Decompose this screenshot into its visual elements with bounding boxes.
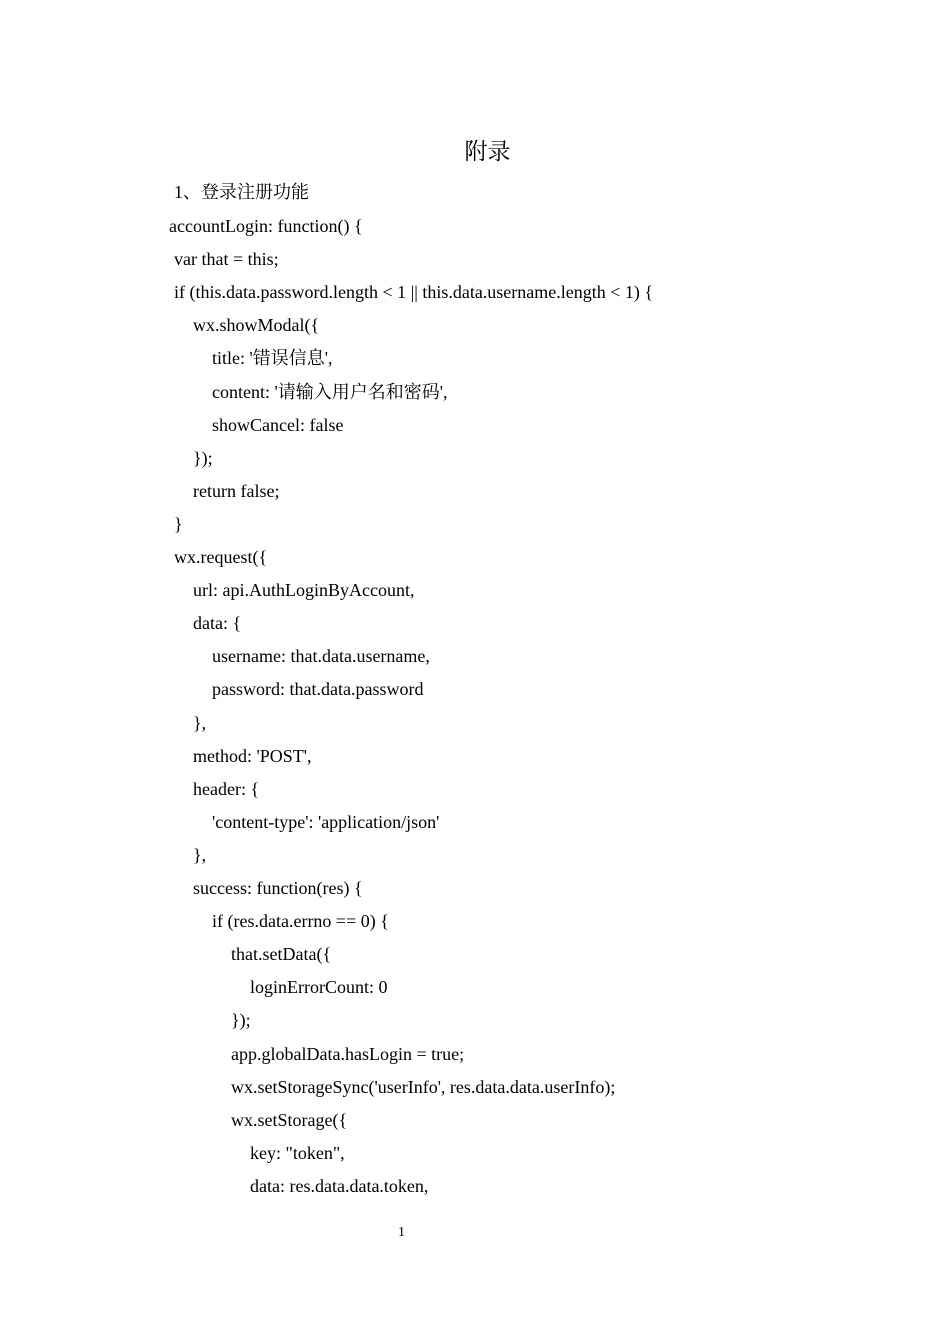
code-line: title: '错误信息', <box>212 348 333 369</box>
code-line: username: that.data.username, <box>212 646 430 667</box>
code-line: wx.showModal({ <box>193 315 320 336</box>
code-line: return false; <box>193 480 280 501</box>
code-line: wx.setStorage({ <box>231 1109 348 1130</box>
code-line: url: api.AuthLoginByAccount, <box>193 580 415 601</box>
code-line: method: 'POST', <box>193 745 312 766</box>
section-heading: 1、登录注册功能 <box>174 182 309 202</box>
code-line: }); <box>193 447 213 468</box>
code-line: password: that.data.password <box>212 679 424 700</box>
code-line: app.globalData.hasLogin = true; <box>231 1043 465 1064</box>
code-line: data: res.data.data.token, <box>250 1175 429 1196</box>
code-line: loginErrorCount: 0 <box>250 977 388 998</box>
code-line: var that = this; <box>174 249 279 270</box>
code-line: key: "token", <box>250 1142 345 1163</box>
code-line: showCancel: false <box>212 414 344 435</box>
page-title: 附录 <box>464 139 511 165</box>
code-line: wx.request({ <box>174 547 268 567</box>
code-line: }, <box>193 844 207 865</box>
code-line: success: function(res) { <box>193 878 363 898</box>
page-number: 1 <box>398 1225 405 1240</box>
code-line: if (this.data.password.length < 1 || this.data.username.length < 1) { <box>174 282 654 303</box>
code-line: if (res.data.errno == 0) { <box>212 911 389 932</box>
code-line: }, <box>193 712 207 733</box>
code-line: }); <box>231 1010 251 1031</box>
code-line: 'content-type': 'application/json' <box>212 811 440 832</box>
code-line: that.setData({ <box>231 944 332 965</box>
code-line: header: { <box>193 778 260 799</box>
code-line: accountLogin: function() { <box>169 216 363 236</box>
code-line: } <box>174 513 183 534</box>
code-line: content: '请输入用户名和密码', <box>212 381 448 402</box>
code-line: data: { <box>193 613 242 634</box>
code-line: wx.setStorageSync('userInfo', res.data.data.userInfo); <box>231 1076 616 1097</box>
